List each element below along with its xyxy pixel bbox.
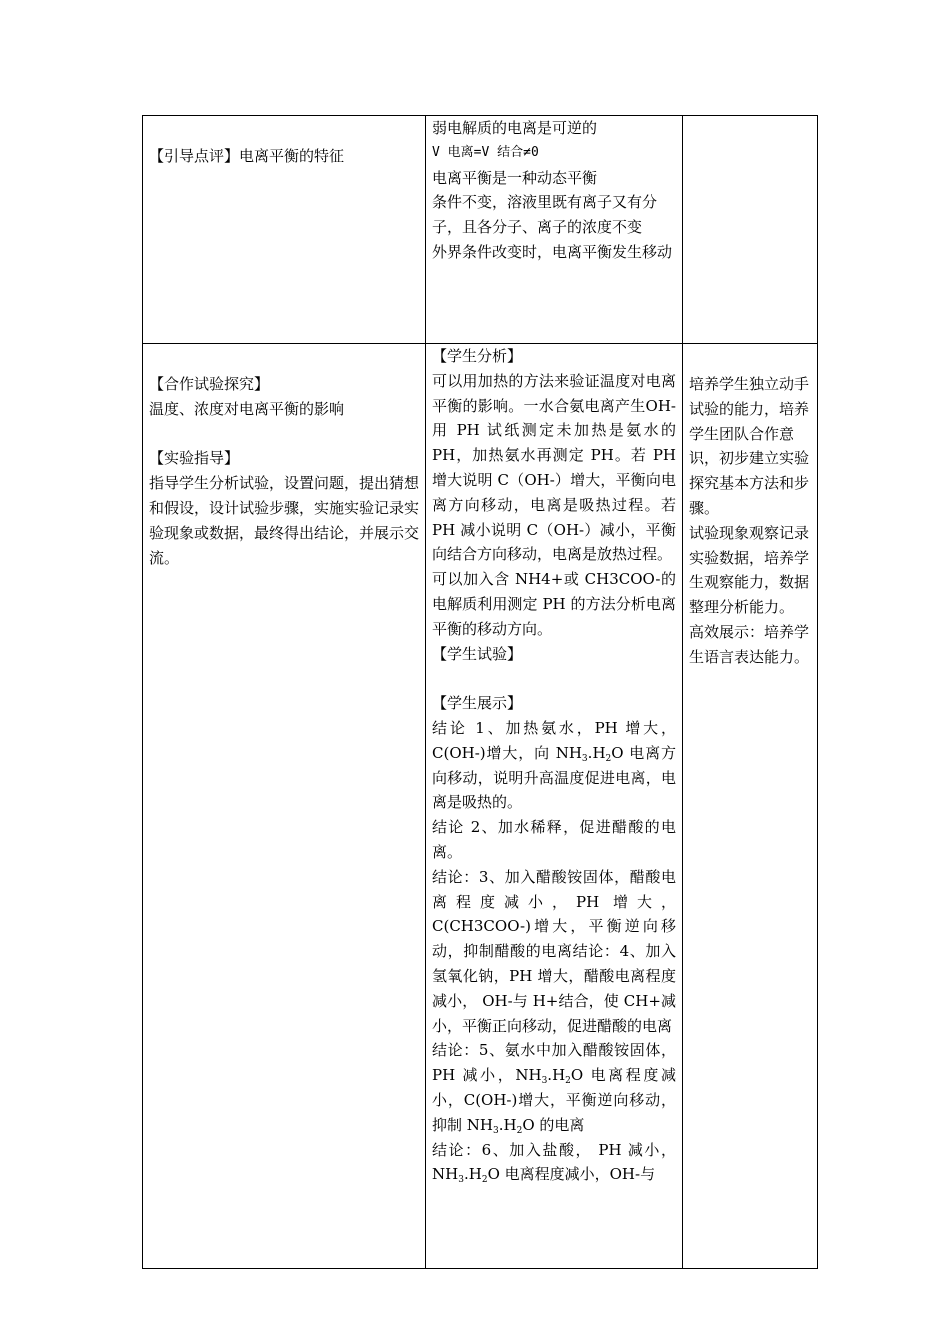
- teacher-activity-cell: [143, 344, 426, 1269]
- intent-text-2: 试验现象观察记录实验数据，培养学生观察能力，数据整理分析能力。: [689, 523, 810, 617]
- table-row: [143, 344, 818, 1269]
- section-heading: 【学生试验】: [432, 644, 523, 663]
- intent-text-3: 高效展示：培养学生语言表达能力。: [689, 622, 810, 666]
- intent-cell: [683, 344, 818, 1269]
- conclusion-5: 结论：5、氨水中加入醋酸铵固体，PH 减小，$NH_3.H_2O$ 电离程度减小，C(OH-)增大，平衡逆向移动，抑制 $NH_3.H_2O$ 的电离: [432, 1041, 676, 1136]
- conclusion-3-4: 结论：3、加入醋酸铵固体，醋酸电离程度减小，PH 增大，C(CH3COO-)增大，平衡逆向移动，抑制醋酸的电离结论：4、加入氢氧化钠，PH 增大，醋酸电离程度减小， OH-与 H+结合，使 CH+减小，平衡正向移动，促进醋酸的电离: [432, 867, 676, 1035]
- table-row: [143, 116, 818, 344]
- feature-line-3: 电离平衡是一种动态平衡: [432, 168, 598, 187]
- teacher-activity-cell: [143, 116, 426, 344]
- feature-line-4: 条件不变，溶液里既有离子又有分子，且各分子、离子的浓度不变: [432, 193, 658, 237]
- student-activity-cell: [426, 344, 683, 1269]
- feature-line-5: 外界条件改变时，电离平衡发生移动: [432, 242, 673, 261]
- conclusion-6: 结论：6、加入盐酸， PH 减小，$NH_3.H_2O$ 电离程度减小，OH-与: [432, 1140, 676, 1186]
- section-heading: 【合作试验探究】: [149, 375, 270, 393]
- conclusion-1: 结论 1、加热氨水，PH 增大，C(OH-)增大，向 $NH_3.H_2O$ 电离方向移动，说明升高温度促进电离，电离是吸热的。: [432, 718, 676, 812]
- guide-comment-text: 【引导点评】电离平衡的特征: [149, 147, 345, 165]
- section-heading: 【实验指导】: [149, 449, 240, 468]
- section-text: 温度、浓度对电离平衡的影响: [149, 399, 345, 418]
- analysis-paragraph-1: 可以用加热的方法来验证温度对电离平衡的影响。一水合氨电离产生OH-用 PH 试纸测定未加热是氨水的 PH，加热氨水再测定 PH。若 PH 增大说明 C（OH-）增大，平衡向电离方向移动，电离是吸热过程。若 PH 减小说明 C（OH-）减小，平衡向结合方向移动，电离是放热过程。: [432, 371, 676, 564]
- feature-line-2: V 电离=V 结合≠0: [432, 144, 539, 160]
- analysis-paragraph-2: 可以加入含 NH4+或 CH3COO-的电解质利用测定 PH 的方法分析电离平衡的移动方向。: [432, 570, 676, 638]
- section-heading: 【学生分析】: [432, 347, 523, 365]
- intent-cell: [683, 116, 818, 344]
- student-activity-cell: [426, 116, 683, 344]
- section-heading: 【学生展示】: [432, 694, 523, 713]
- lesson-plan-table: [142, 115, 818, 1269]
- intent-text-1: 培养学生独立动手试验的能力，培养学生团队合作意识，初步建立实验探究基本方法和步骤。: [689, 375, 810, 517]
- feature-line-1: 弱电解质的电离是可逆的: [432, 119, 598, 137]
- conclusion-2: 结论 2、加水稀释，促进醋酸的电离。: [432, 818, 676, 861]
- section-text: 指导学生分析试验，设置问题，提出猜想和假设，设计试验步骤，实施实验记录实验现象或数据，最终得出结论，并展示交流。: [149, 474, 420, 567]
